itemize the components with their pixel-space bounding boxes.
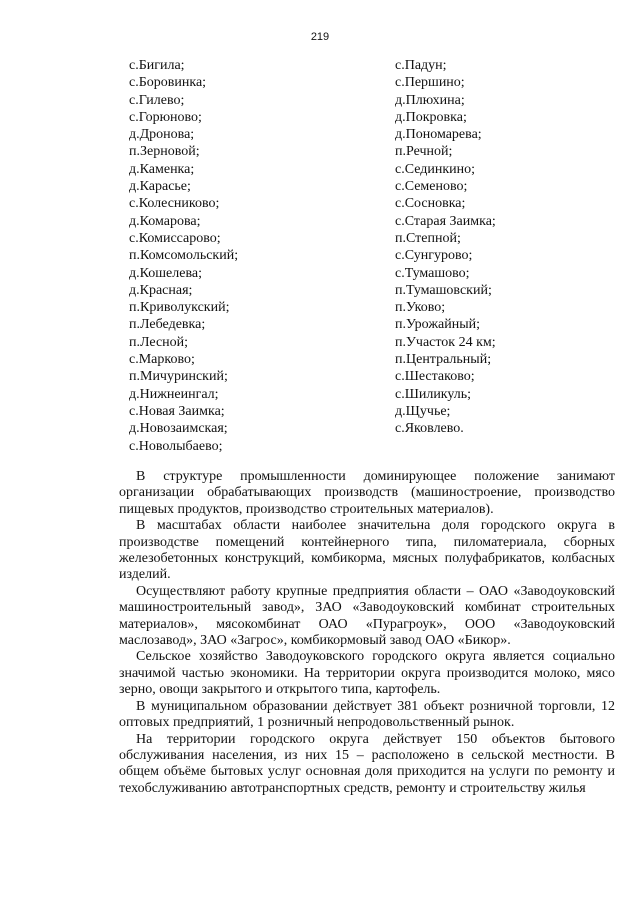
settlement-item: п.Центральный; <box>395 352 492 368</box>
settlement-item: п.Речной; <box>395 144 453 160</box>
settlement-item: п.Комсомольский; <box>129 248 239 264</box>
paragraph-retail-trade: В муниципальном образовании действует 381 объект розничной торговли, 12 оптовых предприятий, 1 розничный непродовольственный рынок. <box>119 698 615 731</box>
settlement-item: д.Покровка; <box>395 109 467 125</box>
settlement-item: п.Уково; <box>395 300 446 316</box>
settlement-item: с.Яковлево. <box>395 421 464 437</box>
settlement-item: п.Урожайный; <box>395 317 480 333</box>
settlement-item: с.Сединкино; <box>395 161 476 177</box>
settlement-item: д.Комарова; <box>129 213 201 229</box>
settlement-item: с.Старая Заимка; <box>395 213 496 229</box>
settlement-item: д.Дронова; <box>129 127 195 143</box>
settlement-item: п.Криволукский; <box>129 300 230 316</box>
settlement-item: с.Горюново; <box>129 109 202 125</box>
settlement-item: с.Гилево; <box>129 92 185 108</box>
settlement-item: д.Щучье; <box>395 403 451 419</box>
paragraph-regional-share: В масштабах области наиболее значительна доля городского округа в производстве помещений контейнерного типа, пиломатериала, сборных железобетонных конструкций, комбикорма, мясных полуфабрикатов, колбасных изделий. <box>119 518 615 583</box>
settlement-item: д.Новозаимская; <box>129 421 228 437</box>
settlement-item: д.Нижнеингал; <box>129 386 219 402</box>
settlement-item: д.Плюхина; <box>395 92 465 108</box>
settlement-item: п.Тумашовский; <box>395 282 492 298</box>
settlement-item: п.Лесной; <box>129 334 189 350</box>
settlement-item: с.Сунгурово; <box>395 248 473 264</box>
page-number: 219 <box>310 31 330 43</box>
settlement-item: с.Тумашово; <box>395 265 470 281</box>
settlement-item: с.Бигила; <box>129 58 185 73</box>
settlement-item: с.Шиликуль; <box>395 386 472 402</box>
settlement-item: с.Шестаково; <box>395 369 475 385</box>
settlement-item: с.Комиссарово; <box>129 230 221 246</box>
settlement-item: д.Карасье; <box>129 179 191 195</box>
paragraph-consumer-services: На территории городского округа действует 150 объектов бытового обслуживания населения, из них 15 – расположено в сельской местности. В общем объёме бытовых услуг основная доля приходится на услуги по ремонту и техобслуживанию автотранспортных средств, ремонту и строительству жилья <box>119 731 615 796</box>
settlement-item: д.Пономарева; <box>395 127 482 143</box>
settlement-item: с.Марково; <box>129 352 195 368</box>
settlement-item: д.Каменка; <box>129 161 195 177</box>
settlement-item: п.Лебедевка; <box>129 317 206 333</box>
settlement-item: с.Боровинка; <box>129 75 207 91</box>
settlement-item: п.Мичуринский; <box>129 369 228 385</box>
settlement-item: п.Степной; <box>395 230 461 246</box>
settlement-item: с.Падун; <box>395 58 447 73</box>
settlement-list-right <box>395 57 496 438</box>
settlement-item: с.Сосновка; <box>395 196 466 212</box>
settlement-item: д.Красная; <box>129 282 193 298</box>
settlement-item: с.Колесниково; <box>129 196 220 212</box>
paragraph-major-enterprises: Осуществляют работу крупные предприятия области – ОАО «Заводоуковский машиностроительный завод», ЗАО «Заводоуковский комбинат строительных материалов», мясокомбинат ОАО «Пурагроук», ООО «Заводоуковский маслозавод», ЗАО «Загрос», комбикормовый завод ОАО «Бикор». <box>119 583 615 649</box>
paragraph-agriculture: Сельское хозяйство Заводоуковского городского округа является социально значимой частью экономики. На территории округа производится молоко, мясо зерно, овощи закрытого и открытого типа, картофель. <box>119 649 615 698</box>
settlement-item: п.Участок 24 км; <box>395 334 496 350</box>
paragraph-industry-structure: В структуре промышленности доминирующее положение занимают организации обрабатывающих производств (машиностроение, производство пищевых продуктов, производство строительных материалов). <box>119 469 615 517</box>
settlement-item: с.Новолыбаево; <box>129 438 223 454</box>
settlement-item: с.Першино; <box>395 75 465 91</box>
body-text <box>119 469 615 797</box>
settlement-item: п.Зерновой; <box>129 144 200 160</box>
settlement-item: с.Семеново; <box>395 179 468 195</box>
settlement-item: д.Кошелева; <box>129 265 202 281</box>
settlement-item: с.Новая Заимка; <box>129 403 225 419</box>
settlement-list-left <box>129 57 238 455</box>
